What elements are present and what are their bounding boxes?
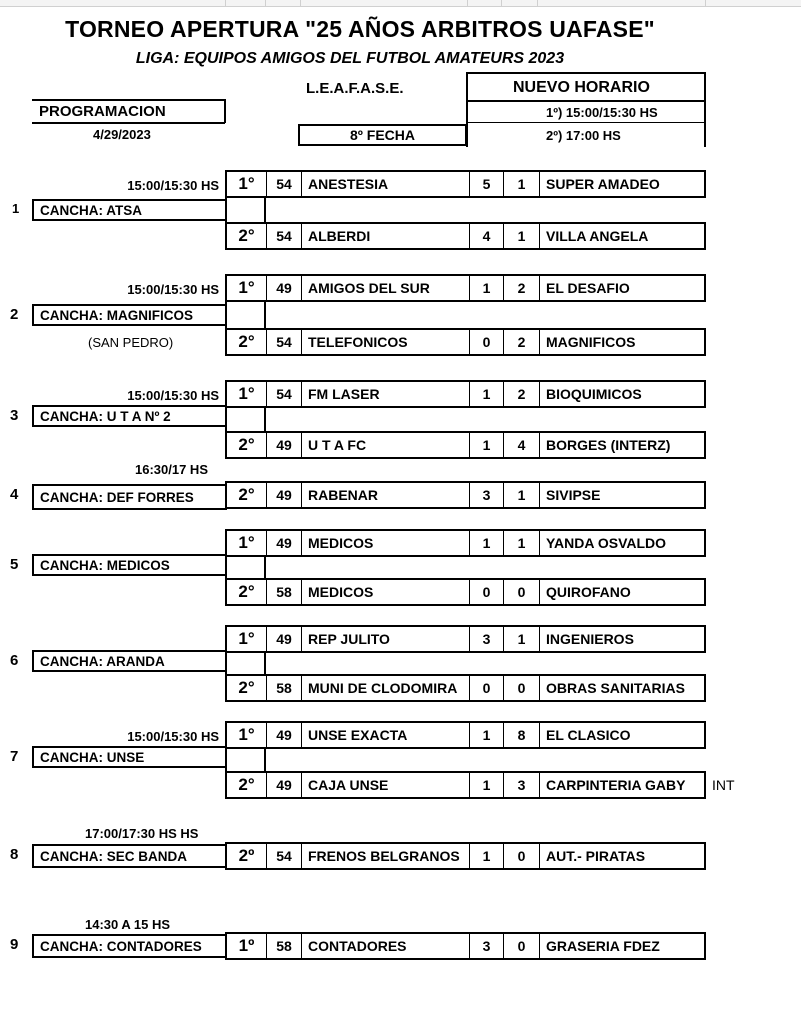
match-row (225, 380, 706, 408)
horario-first: 1º) 15:00/15:30 HS (546, 105, 658, 120)
category-cell: 49 (266, 773, 301, 797)
home-score-cell: 4 (469, 224, 503, 248)
home-score-cell: 1 (469, 276, 503, 300)
grid-line (537, 0, 538, 6)
home-score-cell: 3 (469, 627, 503, 651)
turno-cell: 1° (238, 174, 255, 193)
away-team-cell: MAGNIFICOS (539, 330, 704, 354)
away-score-cell: 0 (503, 934, 539, 958)
turno-column-border (264, 749, 266, 771)
match-row (225, 431, 706, 459)
home-score-cell: 0 (469, 330, 503, 354)
match-extra-note: INT (712, 777, 735, 793)
away-score-cell: 2 (503, 276, 539, 300)
cancha-label: CANCHA: SEC BANDA (32, 844, 227, 868)
cancha-label: CANCHA: UNSE (32, 746, 227, 768)
match-row (225, 771, 706, 799)
away-team-cell: GRASERIA FDEZ (539, 934, 704, 958)
home-score-cell: 0 (469, 676, 503, 700)
home-score-cell: 3 (469, 934, 503, 958)
turno-cell: 2° (238, 485, 255, 504)
cancha-label: CANCHA: ARANDA (32, 650, 227, 672)
cancha-note: (SAN PEDRO) (88, 335, 174, 350)
away-team-cell: SIVIPSE (539, 483, 704, 507)
category-cell: 58 (266, 934, 301, 958)
turno-cell: 2° (238, 582, 255, 601)
home-team-cell: TELEFONICOS (301, 330, 469, 354)
away-team-cell: EL CLASICO (539, 723, 704, 747)
time-slot-label: 16:30/17 HS (135, 462, 208, 477)
away-team-cell: YANDA OSVALDO (539, 531, 704, 555)
match-row (225, 578, 706, 606)
home-score-cell: 1 (469, 433, 503, 457)
fecha-label: 8º FECHA (349, 127, 415, 143)
home-score-cell: 1 (469, 773, 503, 797)
turno-cell: 2° (238, 332, 255, 351)
home-score-cell: 0 (469, 580, 503, 604)
match-row (225, 170, 706, 198)
turno-cell: 2° (238, 226, 255, 245)
time-slot-label: 15:00/15:30 HS (127, 388, 219, 403)
category-cell: 49 (266, 723, 301, 747)
away-team-cell: VILLA ANGELA (539, 224, 704, 248)
turno-column-border (264, 557, 266, 578)
match-row (225, 721, 706, 749)
turno-cell: 1° (238, 533, 255, 552)
away-score-cell: 2 (503, 382, 539, 406)
turno-column-border (225, 408, 227, 431)
turno-column-border (225, 653, 227, 674)
category-cell: 49 (266, 433, 301, 457)
match-row (225, 674, 706, 702)
category-cell: 54 (266, 844, 301, 868)
block-number: 7 (10, 748, 19, 765)
home-score-cell: 1 (469, 723, 503, 747)
home-team-cell: U T A FC (301, 433, 469, 457)
block-number: 9 (10, 936, 19, 953)
cancha-label: CANCHA: DEF FORRES (32, 484, 227, 510)
away-score-cell: 1 (503, 172, 539, 196)
category-cell: 49 (266, 627, 301, 651)
home-score-cell: 1 (469, 382, 503, 406)
category-cell: 49 (266, 531, 301, 555)
block-number: 6 (10, 652, 19, 669)
turno-cell: 1° (238, 725, 255, 744)
category-cell: 54 (266, 330, 301, 354)
block-number: 3 (10, 407, 19, 424)
home-score-cell: 5 (469, 172, 503, 196)
away-score-cell: 1 (503, 531, 539, 555)
away-score-cell: 1 (503, 627, 539, 651)
turno-column-border (264, 653, 266, 674)
away-score-cell: 0 (503, 844, 539, 868)
category-cell: 54 (266, 382, 301, 406)
cancha-label: CANCHA: MAGNIFICOS (32, 304, 227, 326)
away-team-cell: SUPER AMADEO (539, 172, 704, 196)
home-score-cell: 1 (469, 844, 503, 868)
cancha-label: CANCHA: U T A Nº 2 (32, 405, 227, 427)
nuevo-horario-divider-thin (466, 122, 706, 123)
match-row (225, 274, 706, 302)
grid-line (300, 0, 301, 6)
away-team-cell: CARPINTERIA GABY (539, 773, 704, 797)
time-slot-label: 14:30 A 15 HS (85, 917, 171, 932)
time-slot-label: 15:00/15:30 HS (127, 729, 219, 744)
turno-cell: 1° (238, 278, 255, 297)
away-team-cell: EL DESAFIO (539, 276, 704, 300)
turno-cell: 1° (238, 629, 255, 648)
turno-column-border (264, 198, 266, 222)
category-cell: 54 (266, 172, 301, 196)
cancha-label: CANCHA: ATSA (32, 199, 227, 221)
home-team-cell: CAJA UNSE (301, 773, 469, 797)
turno-cell: 2º (238, 846, 255, 865)
home-team-cell: ALBERDI (301, 224, 469, 248)
away-team-cell: AUT.- PIRATAS (539, 844, 704, 868)
page-title: TORNEO APERTURA "25 AÑOS ARBITROS UAFASE" (65, 16, 655, 42)
home-team-cell: AMIGOS DEL SUR (301, 276, 469, 300)
programacion-right-border (224, 99, 226, 123)
away-team-cell: INGENIEROS (539, 627, 704, 651)
nuevo-horario-title: NUEVO HORARIO (513, 79, 650, 96)
time-slot-label: 15:00/15:30 HS (127, 282, 219, 297)
turno-column-border (225, 749, 227, 771)
home-team-cell: MEDICOS (301, 580, 469, 604)
programacion-label: PROGRAMACION (39, 103, 166, 120)
match-row (225, 625, 706, 653)
page-subtitle: LIGA: EQUIPOS AMIGOS DEL FUTBOL AMATEURS 2023 (135, 50, 565, 67)
away-team-cell: OBRAS SANITARIAS (539, 676, 704, 700)
spreadsheet-grid-strip (0, 0, 801, 7)
schedule-date: 4/29/2023 (93, 127, 151, 142)
home-team-cell: MEDICOS (301, 531, 469, 555)
match-row (225, 529, 706, 557)
programacion-top-border (32, 99, 225, 101)
block-number: 8 (10, 846, 19, 863)
fecha-box (298, 124, 467, 146)
away-score-cell: 1 (503, 224, 539, 248)
home-team-cell: MUNI DE CLODOMIRA (301, 676, 469, 700)
turno-column-border (264, 408, 266, 431)
category-cell: 58 (266, 580, 301, 604)
block-number: 1 (12, 201, 20, 216)
home-team-cell: RABENAR (301, 483, 469, 507)
grid-line (225, 0, 226, 6)
home-team-cell: CONTADORES (301, 934, 469, 958)
home-team-cell: UNSE EXACTA (301, 723, 469, 747)
home-team-cell: FM LASER (301, 382, 469, 406)
nuevo-horario-divider (466, 100, 706, 102)
turno-column-border (264, 302, 266, 328)
away-score-cell: 0 (503, 676, 539, 700)
home-team-cell: ANESTESIA (301, 172, 469, 196)
match-row (225, 932, 706, 960)
cancha-label: CANCHA: MEDICOS (32, 554, 227, 576)
away-team-cell: BORGES (INTERZ) (539, 433, 704, 457)
turno-column-border (225, 557, 227, 578)
away-team-cell: BIOQUIMICOS (539, 382, 704, 406)
turno-cell: 2° (238, 775, 255, 794)
time-slot-label: 17:00/17:30 HS HS (85, 826, 199, 841)
home-team-cell: FRENOS BELGRANOS (301, 844, 469, 868)
home-team-cell: REP JULITO (301, 627, 469, 651)
category-cell: 49 (266, 483, 301, 507)
turno-cell: 1° (238, 384, 255, 403)
turno-cell: 2° (238, 435, 255, 454)
grid-line (467, 0, 468, 6)
org-name: L.E.A.F.A.S.E. (306, 80, 404, 97)
category-cell: 58 (266, 676, 301, 700)
time-slot-label: 15:00/15:30 HS (127, 178, 219, 193)
match-row (225, 222, 706, 250)
away-score-cell: 1 (503, 483, 539, 507)
turno-column-border (225, 302, 227, 328)
block-number: 4 (10, 486, 19, 503)
turno-column-border (225, 198, 227, 222)
block-number: 5 (10, 556, 19, 573)
turno-cell: 2° (238, 678, 255, 697)
match-row (225, 481, 706, 509)
away-score-cell: 8 (503, 723, 539, 747)
horario-second: 2º) 17:00 HS (546, 128, 621, 143)
grid-line (265, 0, 266, 6)
match-row (225, 328, 706, 356)
cancha-label: CANCHA: CONTADORES (32, 934, 227, 958)
programacion-bottom-border (32, 122, 225, 124)
away-score-cell: 2 (503, 330, 539, 354)
grid-line (501, 0, 502, 6)
block-number: 2 (10, 306, 19, 323)
home-score-cell: 1 (469, 531, 503, 555)
home-score-cell: 3 (469, 483, 503, 507)
category-cell: 54 (266, 224, 301, 248)
away-score-cell: 3 (503, 773, 539, 797)
away-team-cell: QUIROFANO (539, 580, 704, 604)
away-score-cell: 4 (503, 433, 539, 457)
category-cell: 49 (266, 276, 301, 300)
match-row (225, 842, 706, 870)
grid-line (705, 0, 706, 6)
turno-cell: 1º (238, 936, 255, 955)
away-score-cell: 0 (503, 580, 539, 604)
